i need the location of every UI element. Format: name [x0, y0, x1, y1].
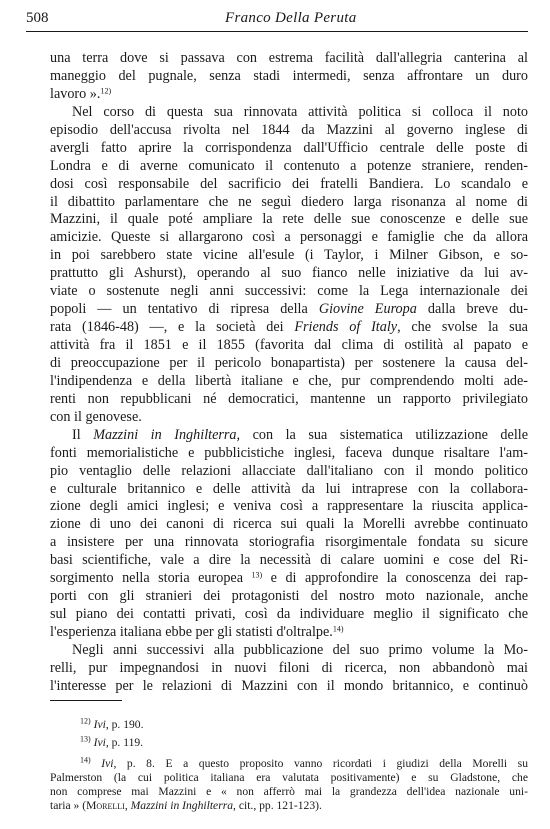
text-run: e culturale britannico e delle attività da lui intraprese con la collabora- — [50, 480, 528, 497]
footnote-ref: 14) — [332, 624, 344, 634]
text-run: Londra e di averne comunicato il contenuto a potenze straniere, renden- — [50, 157, 528, 174]
text-run: con il genovese. — [50, 408, 142, 425]
text-line — [50, 624, 528, 642]
text-line — [50, 588, 528, 606]
text-run: il dibattito parlamentare che ne seguì diedero larga risonanza al nome di — [50, 193, 528, 210]
italic-text: Giovine Europa — [318, 301, 417, 318]
text-line — [50, 247, 528, 265]
text-run: zione di uno dei canoni di ricerca sui quali la Morelli avrebbe continuato — [50, 516, 528, 533]
text-run: popoli — un tentativo di ripresa della — [50, 301, 319, 318]
text-line — [50, 552, 528, 570]
italic-text: Ivi — [93, 736, 106, 750]
running-title: Franco Della Peruta — [225, 10, 357, 26]
text-run: e di approfondire la conoscenza dei rap- — [262, 570, 528, 587]
footnote-ref: 12) — [80, 718, 91, 726]
text-run: zione degli amici inglesi; e veniva così a rappresentare la riuscita applica- — [50, 498, 528, 515]
page-number: 508 — [26, 10, 49, 26]
text-run: non comprese mai Mazzini e « non afferrò mai la grandezza dell'idea nazionale uni- — [50, 785, 528, 799]
text-line — [50, 678, 528, 696]
text-line — [50, 355, 528, 373]
text-line — [50, 176, 528, 194]
text-line — [50, 498, 528, 516]
text-run: in poi sarebbero state vicine all'esule (i Taylor, i Milner Gibson, e so- — [50, 247, 528, 264]
text-line — [50, 283, 528, 301]
text-run: dalla breve du- — [416, 301, 528, 318]
text-line — [50, 122, 528, 140]
text-line — [50, 642, 528, 660]
text-line — [50, 373, 528, 391]
text-line — [50, 301, 528, 319]
text-run: sorgimento nella storia europea — [50, 570, 252, 587]
text-run: Negli anni successivi alla pubblicazione del suo primo volume la Mo- — [72, 641, 528, 658]
footnote-ref: 14) — [80, 756, 91, 765]
footnote-ref: 12) — [100, 86, 112, 96]
text-run: Palmerston (la cui politica italiana era valutata positivamente) e su Gladstone, che — [50, 770, 528, 784]
text-run: con la sua sistematica utilizzazione delle — [240, 426, 528, 443]
text-line — [50, 265, 528, 283]
text-run: Nel corso di questa sua rinnovata attività politica si colloca il noto — [72, 103, 528, 120]
text-line — [50, 570, 528, 588]
text-line — [50, 194, 528, 212]
text-run: avergli fatto aprire la corrispondenza dall'Ufficio centrale delle poste di — [50, 139, 528, 156]
footnote-line — [50, 718, 528, 732]
footnote-ref: 13) — [251, 570, 263, 580]
footnote-line — [50, 785, 528, 799]
text-line — [50, 158, 528, 176]
italic-text: Ivi — [93, 718, 106, 731]
text-line — [50, 337, 528, 355]
text-run: rata (1846-48) —, e la società dei — [50, 319, 295, 336]
text-line — [50, 140, 528, 158]
text-line — [50, 409, 528, 427]
text-line — [50, 660, 528, 678]
text-run: prattutto gli Ashurst), operando al suo fianco nelle iniziative da lui av- — [50, 265, 528, 282]
text-run — [91, 757, 102, 770]
footnote-line — [50, 799, 528, 813]
text-line — [50, 68, 528, 86]
small-caps-text: Morelli — [86, 799, 125, 813]
text-run: porti con gli stranieri dei protagonisti del nostro moto nazionale, anche — [50, 588, 528, 605]
text-run: dosi così responsabile del sacrificio dei fratelli Bandiera. Lo scandalo e — [50, 175, 528, 192]
italic-text: Ivi — [101, 756, 114, 770]
text-run: una terra dove si passava con estrema facilità dall'allegria canterina al — [50, 50, 528, 66]
text-line — [50, 481, 528, 499]
text-line — [50, 319, 528, 337]
text-run: di preoccupazione per il pericolo bonapartista) per sostenere la causa del- — [50, 354, 528, 371]
text-run: sul piano dei contatti privati, così da individuare meglio il significato che — [50, 606, 528, 623]
text-run: , — [124, 799, 131, 813]
text-run: pio ventaglio delle relazioni allacciate dall'italiano con il mondo politico — [50, 462, 528, 479]
italic-text: Mazzini in Inghilterra — [130, 799, 234, 813]
header-rule — [26, 31, 528, 32]
text-line — [50, 516, 528, 534]
text-run: , che svolse la sua — [397, 319, 528, 336]
text-run: a insistere per una rinnovata storiografia risorgimentale fondata su sicure — [50, 534, 528, 551]
text-line — [50, 86, 528, 104]
text-run: l'indipendenza e della libertà italiane e che, pur comprendendo molti ade- — [50, 372, 528, 389]
text-run: , cit., pp. 121-123). — [233, 799, 322, 813]
text-run: l'interesse per le relazioni di Mazzini con il mondo britannico, e continuò — [50, 677, 528, 694]
text-line — [50, 229, 528, 247]
text-run: episodio dell'accusa rivolta nel 1844 da Mazzini al governo inglese di — [50, 121, 528, 138]
text-run: l'esperienza italiana ebbe per gli statisti d'oltralpe. — [50, 624, 333, 640]
text-line — [50, 606, 528, 624]
text-run: lavoro ». — [50, 85, 101, 102]
footnote-line — [50, 771, 528, 785]
text-run: renti non repubblicani né democratici, mantenne un rapporto privilegiato — [50, 390, 528, 407]
footnote-line — [50, 757, 528, 771]
text-run: fonti memorialistiche e pubblicistiche inglesi, faceva dunque risaltare l'am- — [50, 444, 528, 461]
text-run: , p. 8. E a questo proposito vanno ricordati i giudizi della Morelli su — [113, 756, 528, 770]
text-run: maneggio del pugnale, senza stadi intermedi, senza affrontare un duro — [50, 67, 528, 84]
text-run: attività fra il 1851 e il 1855 (favorita dal clima di ostilità al papato e — [50, 337, 528, 353]
body-text — [50, 50, 528, 696]
text-run: taria » ( — [50, 799, 87, 813]
text-line — [50, 427, 528, 445]
footnote-ref: 13) — [80, 736, 91, 744]
text-run: viate o sostenute negli anni successivi: come la Lega internazionale dei — [50, 283, 528, 300]
text-line — [50, 104, 528, 122]
text-line — [50, 445, 528, 463]
text-run: , p. 190. — [105, 718, 144, 731]
text-line — [50, 391, 528, 409]
text-line — [50, 463, 528, 481]
text-run: basi scientifiche, vale a dire la necessità di calare uomini e cose del Ri- — [50, 552, 528, 569]
text-run: amicizie. Queste si allargarono così a personaggi e famiglie che da allora — [50, 229, 528, 246]
text-line — [50, 50, 528, 68]
text-run: relli, pur impegnandosi in nuovi filoni di ricerca, non abbandonò mai — [50, 659, 528, 676]
italic-text: Mazzini in Inghilterra, — [93, 426, 241, 443]
text-line — [50, 211, 528, 229]
text-run: Il — [72, 426, 94, 443]
footnote-line — [50, 736, 528, 750]
text-line — [50, 534, 528, 552]
italic-text: Friends of Italy — [294, 319, 398, 336]
text-run: Mazzini, il quale poté ampliare la rete delle sue conoscenze e delle sue — [50, 211, 528, 228]
footnote-separator — [50, 700, 122, 701]
text-run: , p. 119. — [105, 736, 144, 750]
footnotes — [50, 718, 528, 814]
